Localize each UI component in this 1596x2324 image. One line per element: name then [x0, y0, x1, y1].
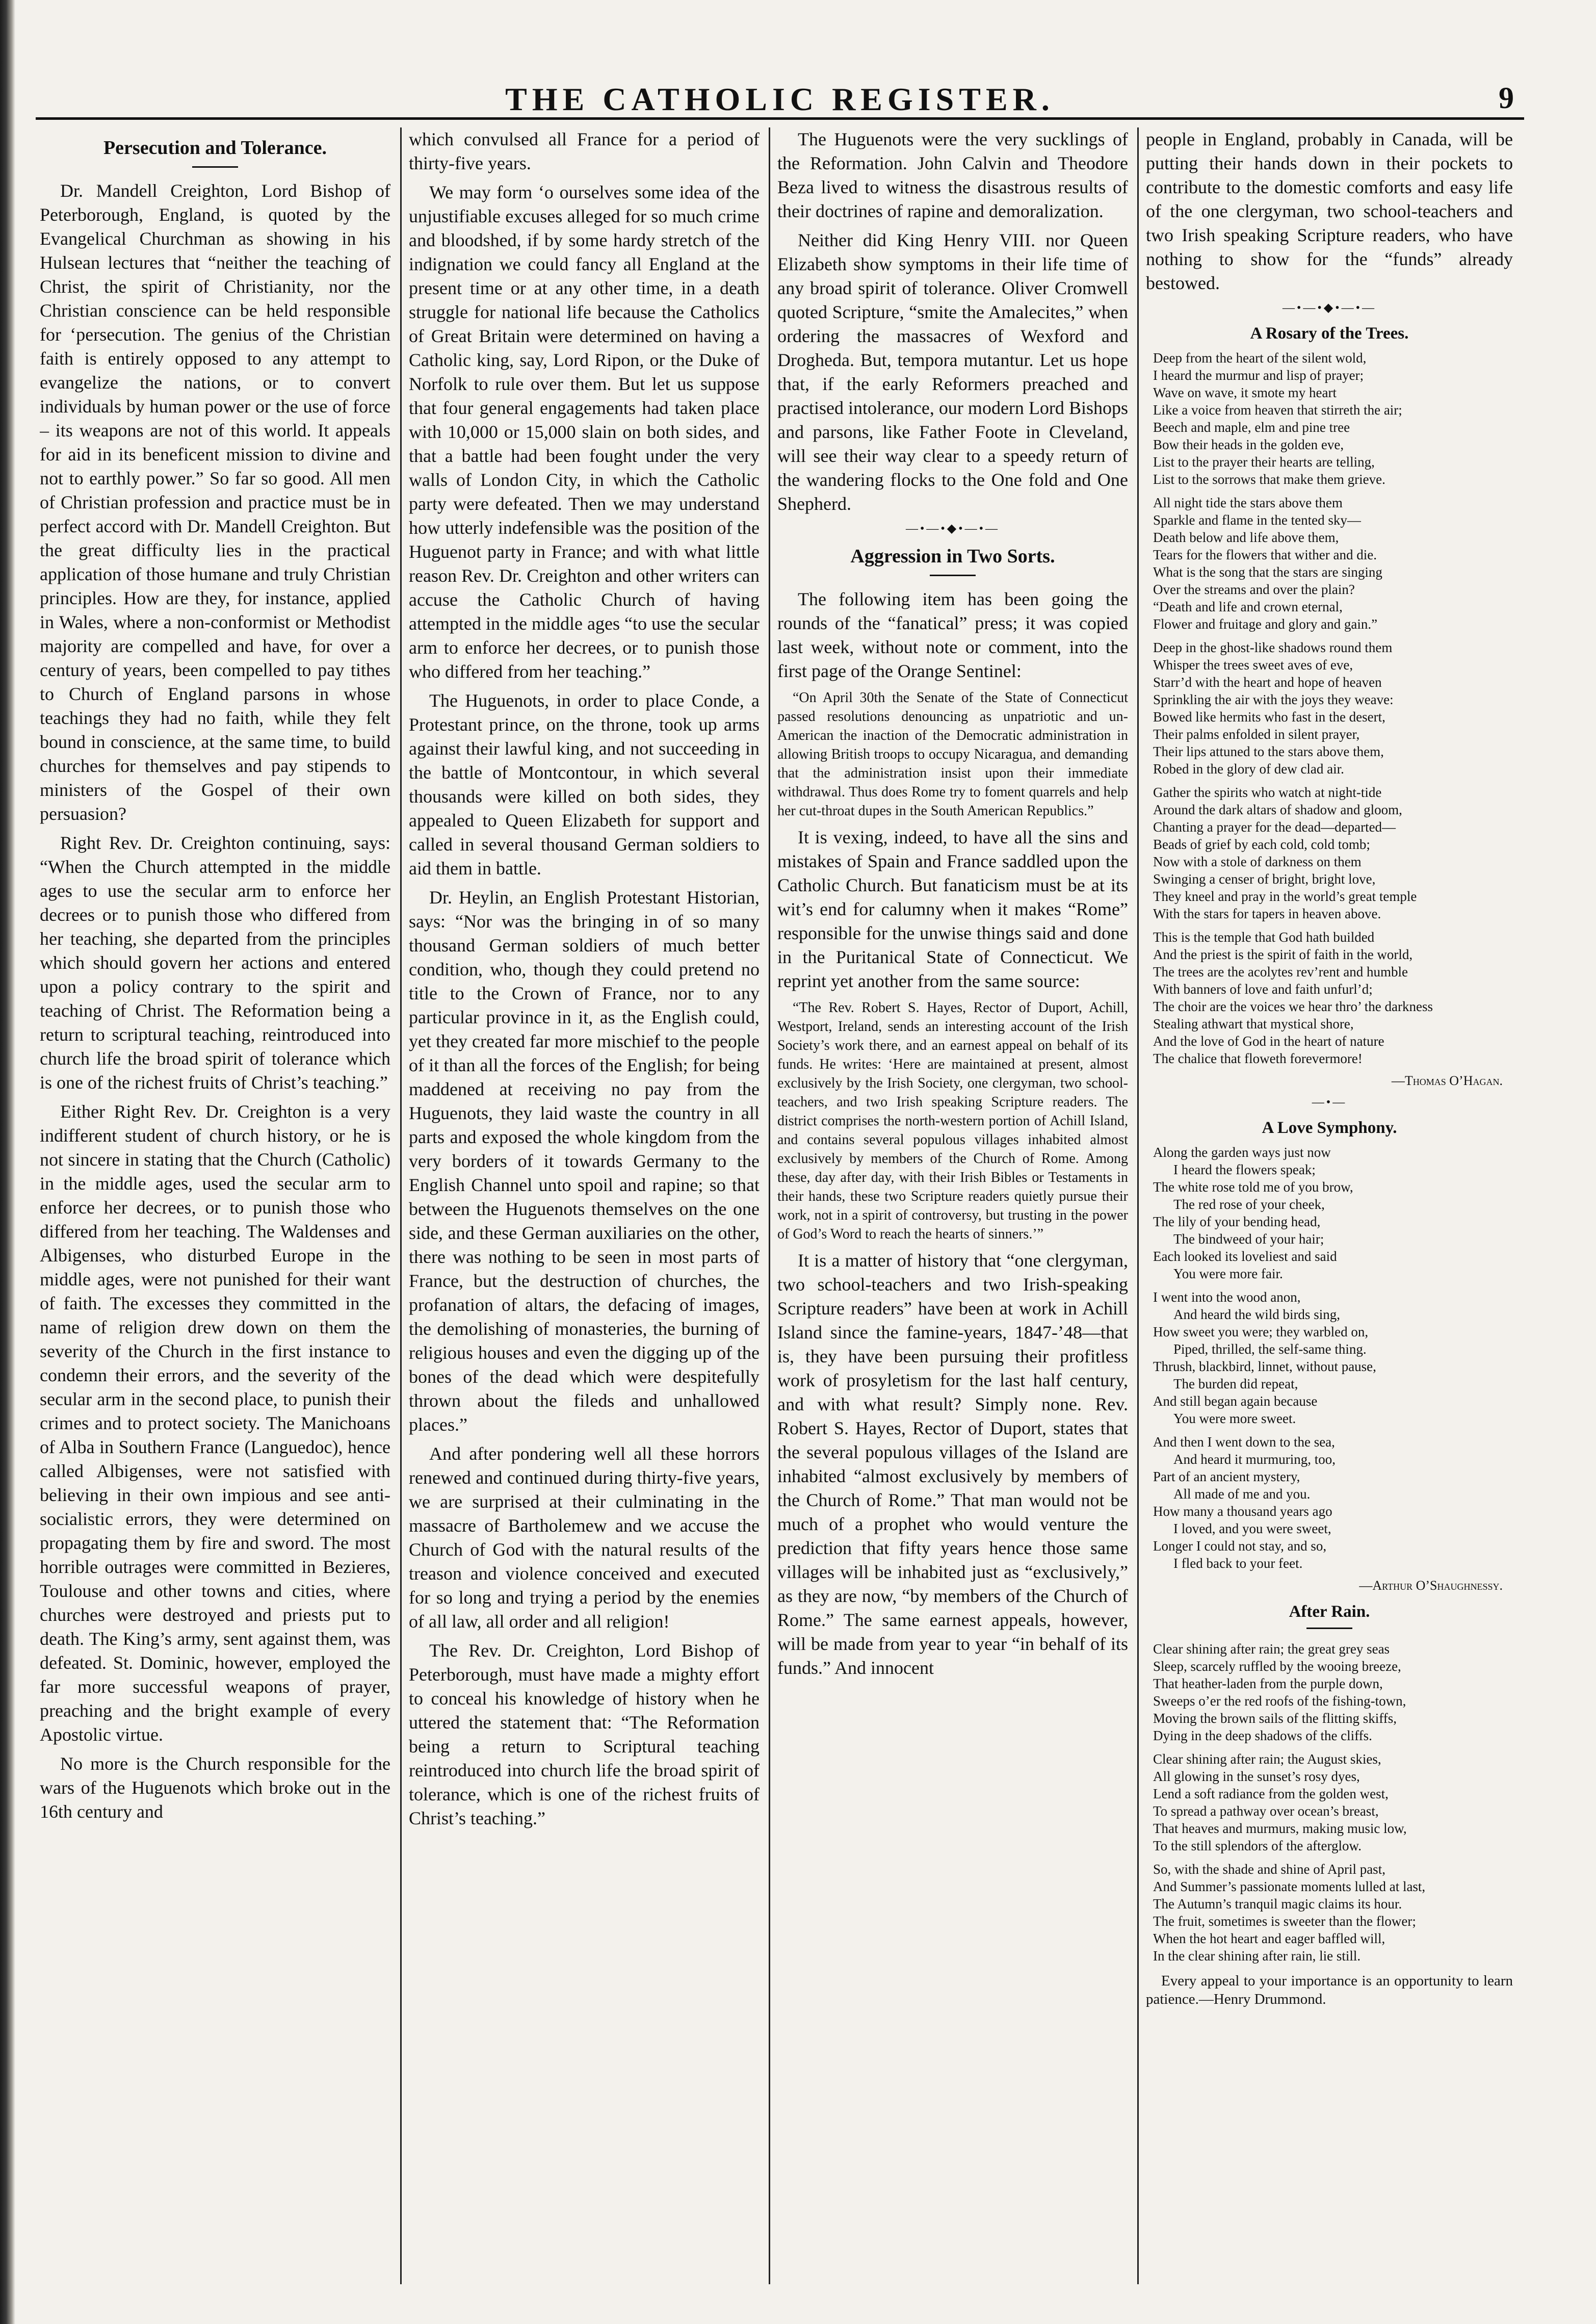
poem-line: All made of me and you. [1173, 1486, 1311, 1502]
poem-line: Clear shining after rain; the August skies, [1153, 1751, 1381, 1767]
poem-line: I fled back to your feet. [1173, 1556, 1303, 1571]
article-paragraph: It is a matter of history that “one clergyman, two school-teachers and two Irish-speaking Scripture readers” have been at work in Achill Island since the famine-years, 1847-’48—that is, they have been pursuing their profitless work of prosyletism for the last half century, and with what result? Simply none. Rev. Robert S. Hayes, Rector of Duport, states that the several populous villages of the Island are inhabited “almost exclusively by members of the Church of Rome.” That man would not be much of a prophet who would venture the prediction that fifty years hence those same villages will be inhabited just as “exclusively,” as they are now, “by members of the Church of Rome.” The same earnest appeals, however, will be made from year to year “in behalf of its funds.” And innocent [777, 1250, 1128, 1678]
article-paragraph: which convulsed all France for a period of thirty-five years. [409, 129, 760, 173]
article-paragraph: The Huguenots, in order to place Conde, a Protestant prince, on the throne, took up arms against their lawful king, and not succeeding in the battle of Montcontour, in which several thousands were killed on both sides, they appealed to Queen Elizabeth for support and called in several thousand German soldiers to aid them in battle. [409, 690, 760, 879]
poem-line: “Death and life and crown eternal, [1153, 599, 1343, 614]
poem-line: With the stars for tapers in heaven above. [1153, 906, 1381, 921]
poem-line: Longer I could not stay, and so, [1153, 1538, 1327, 1554]
poem-line: Deep in the ghost-like shadows round them [1153, 640, 1393, 655]
poem-line: Tears for the flowers that wither and die. [1153, 547, 1377, 562]
poem-line: With banners of love and faith unfurl’d; [1153, 982, 1373, 997]
poem-line: That heaves and murmurs, making music low, [1153, 1821, 1407, 1836]
poem-title: A Love Symphony. [1262, 1119, 1397, 1137]
poem-line: The bindweed of your hair; [1173, 1231, 1324, 1247]
poem-line: Sparkle and flame in the tented sky— [1153, 512, 1361, 528]
poem-stanza [1146, 1861, 1513, 1965]
poem-stanza [1146, 928, 1513, 1067]
poem-line: Flower and fruitage and glory and gain.” [1153, 616, 1378, 632]
poem-line: Death below and life above them, [1153, 530, 1339, 545]
poem-stanza [1146, 494, 1513, 633]
article-paragraph: Dr. Mandell Creighton, Lord Bishop of Peterborough, England, is quoted by the Evangelical Churchman as showing in his Hulsean lectures that “neither the teaching of Christ, the spirit of Christianity, nor the Christian conscience can be held responsible for ‘persecution. The genius of the Christian faith is entirely opposed to any attempt to evangelize the nations, or to convert individuals by human power or the use of force – its weapons are not of this world. It appeals for aid in its beneficent mission to divine and not to earthly power.” So far so good. All men of Christian profession and practice must be in perfect accord with Dr. Mandell Creighton. But the great difficulty lies in the practical application of those humane and truly Christian principles. How are they, for instance, applied in Wales, where a non-conformist or Methodist majority are compelled and have, for over a century of years, been compelled to pay tithes to Church of England parsons in whose teachings they had no faith, while they felt bound in conscience, at the same time, to build churches for themselves and pay stipends to ministers of the Gospel of their own persuasion? [40, 180, 390, 824]
column-3 [777, 127, 1128, 2300]
poem-stanza [1146, 639, 1513, 778]
poem-line: Now with a stole of darkness on them [1153, 854, 1362, 869]
poem-line: Sweeps o’er the red roofs of the fishing-town, [1153, 1693, 1406, 1709]
poem-line: Sprinkling the air with the joys they weave: [1153, 692, 1394, 707]
poem-line: All glowing in the sunset’s rosy dyes, [1153, 1769, 1360, 1784]
poem-stanza [1146, 349, 1513, 488]
poem-after-rain [1146, 1640, 1513, 1965]
poem-line: Thrush, blackbird, linnet, without pause, [1153, 1359, 1376, 1374]
poem-line: They kneel and pray in the world’s great temple [1153, 889, 1417, 904]
poem-line: Whisper the trees sweet aves of eve, [1153, 657, 1353, 673]
section-divider: —•—•◆•—•— [1282, 301, 1377, 315]
poem-line: Chanting a prayer for the dead—departed— [1153, 819, 1396, 835]
newspaper-title: THE CATHOLIC REGISTER. [505, 81, 1055, 117]
poem-line: Part of an ancient mystery, [1153, 1469, 1300, 1484]
poem-line: Starr’d with the heart and hope of heaven [1153, 675, 1382, 690]
article-paragraph: Dr. Heylin, an English Protestant Historian, says: “Nor was the bringing in of so many thousand German soldiers of much better condition, who, though they could pretend no title to the Crown of France, nor to any particular province in it, as the English could, yet they created far more mischief to the people of it than all the forces of the English; for being maddened at receiving no pay from the Huguenots, they laid waste the country in all parts and exposed the whole kingdom from the very borders of it towards Germany to the English Channel unto spoil and rapine; so that between the Huguenots themselves on the one side, and these German auxiliaries on the other, there was nothing to be seen in most parts of France, but the destruction of churches, the profanation of altars, the defacing of images, the demolishing of monasteries, the burning of religious houses and even the digging up of the bones of the dead which were despitefully thrown about the fileds and unhallowed places.” [409, 887, 760, 1435]
poem-line: The burden did repeat, [1173, 1376, 1298, 1391]
section-divider: —•—•◆•—•— [905, 522, 1000, 535]
page-binding-edge [0, 0, 15, 2324]
poem-line: I heard the flowers speak; [1173, 1162, 1316, 1177]
column-1 [40, 127, 390, 2300]
poem-line: Their lips attuned to the stars above them, [1153, 744, 1384, 759]
poem-line: I went into the wood anon, [1153, 1289, 1301, 1305]
poem-stanza [1146, 1288, 1513, 1427]
article-paragraph: Right Rev. Dr. Creighton continuing, says: “When the Church attempted in the middle ages to use the secular arm to enforce her decrees or to punish those who differed from her teaching, she departed from the principles which should govern her actions and entered upon a policy contrary to the spirit and teaching of Christ. The Reformation being a return to scriptural teaching, reintroduced into church life the broad spirit of tolerance which is one of the richest fruits of Christ’s teaching.” [40, 833, 390, 1093]
poem-line: You were more sweet. [1173, 1411, 1296, 1426]
poem-title: A Rosary of the Trees. [1250, 324, 1409, 343]
poem-line: Gather the spirits who watch at night-tide [1153, 785, 1382, 800]
poem-line: Their palms enfolded in silent prayer, [1153, 727, 1360, 742]
poem-line: To spread a pathway over ocean’s breast, [1153, 1803, 1379, 1819]
poem-line: And then I went down to the sea, [1153, 1434, 1335, 1450]
poem-line: The chalice that floweth forevermore! [1153, 1051, 1363, 1066]
poem-line: The choir are the voices we hear thro’ the darkness [1153, 999, 1433, 1014]
poem-line: List to the prayer their hearts are telling, [1153, 454, 1375, 470]
column-rule [400, 127, 402, 2284]
poem-line: And the priest is the spirit of faith in the world, [1153, 947, 1413, 962]
heading-rule [930, 575, 976, 576]
poem-line: You were more fair. [1173, 1266, 1283, 1281]
poem-stanza [1146, 784, 1513, 922]
column-rule [769, 127, 770, 2284]
poem-line: What is the song that the stars are singing [1153, 564, 1382, 580]
poem-line: Bow their heads in the golden eve, [1153, 437, 1344, 452]
poem-line: When the hot heart and eager baffled will, [1153, 1931, 1385, 1946]
poem-stanza [1146, 1640, 1513, 1744]
poem-line: Moving the brown sails of the flitting skiffs, [1153, 1711, 1397, 1726]
poem-line: The red rose of your cheek, [1173, 1197, 1325, 1212]
page-header [36, 76, 1524, 120]
poem-line: Clear shining after rain; the great grey seas [1153, 1641, 1390, 1657]
poem-line: Piped, thrilled, the self-same thing. [1173, 1341, 1367, 1357]
poem-line: And heard it murmuring, too, [1173, 1452, 1336, 1467]
poem-line: Dying in the deep shadows of the cliffs. [1153, 1728, 1372, 1743]
poem-title: After Rain. [1289, 1603, 1370, 1621]
poem-line: And heard the wild birds sing, [1173, 1307, 1340, 1322]
closing-quote: Every appeal to your importance is an opportunity to learn patience.—Henry Drummond. [1146, 1973, 1513, 2007]
article-paragraph: Neither did King Henry VIII. nor Queen Elizabeth show symptoms in their life time of any broad spirit of tolerance. Oliver Cromwell quoted Scripture, “smite the Amalecites,” when ordering the massacres of Wexford and Drogheda. But, tempora mutantur. Let us hope that, if the early Reformers preached and practised intolerance, our modern Lord Bishops and parsons, like Father Foote in Cleveland, will see their way clear to a speedy return of the wandering flocks to the One fold and One Shepherd. [777, 230, 1128, 514]
poem-line: Robed in the glory of dew clad air. [1153, 761, 1344, 777]
article-paragraph: It is vexing, indeed, to have all the sins and mistakes of Spain and France saddled upon the Catholic Church. But fanaticism must be at its wit’s end for calumny when it makes “Rome” responsible for the unwise things said and done in the Puritanical State of Connecticut. We reprint yet another from the same source: [777, 827, 1128, 991]
poem-line: Over the streams and over the plain? [1153, 582, 1355, 597]
poem-line: Sleep, scarcely ruffled by the wooing breeze, [1153, 1659, 1401, 1674]
poem-line: The lily of your bending head, [1153, 1214, 1321, 1229]
article-paragraph: No more is the Church responsible for the wars of the Huguenots which broke out in the 16th century and [40, 1753, 390, 1822]
page-number: 9 [1499, 81, 1514, 115]
poem-line: And the love of God in the heart of nature [1153, 1034, 1384, 1049]
poem-line: Around the dark altars of shadow and gloom, [1153, 802, 1402, 817]
section-divider: —•— [1312, 1096, 1347, 1109]
poem-line: To the still splendors of the afterglow. [1153, 1838, 1362, 1853]
poem-stanza [1146, 1750, 1513, 1854]
poem-line: Bowed like hermits who fast in the desert, [1153, 709, 1385, 725]
poem-line: The trees are the acolytes rev’rent and humble [1153, 964, 1408, 979]
poem-line: I loved, and you were sweet, [1173, 1521, 1331, 1536]
poem-line: Along the garden ways just now [1153, 1145, 1331, 1160]
poem-line: Stealing athwart that mystical shore, [1153, 1016, 1354, 1031]
poem-line: Swinging a censer of bright, bright love, [1153, 871, 1376, 887]
article-paragraph: We may form ‘o ourselves some idea of the unjustifiable excuses alleged for so much crime and bloodshed, if by some hardy stretch of the indignation we could fancy all England at the present time or at any other time, in a death struggle for national life because the Catholics of Great Britain were determined on having a Catholic king, say, Lord Ripon, or the Duke of Norfolk to rule over them. But let us suppose that four general engagements had taken place with 10,000 or 15,000 slain on both sides, and that a battle had been fought under the very walls of London City, in which the Catholic party were defeated. Then we may understand how utterly indefensible was the position of the Huguenot party in France; and with what little reason Rev. Dr. Creighton and other writers can accuse the Catholic Church of having attempted in the middle ages “to use the secular arm to enforce her decrees, or to punish those who differed from her teaching.” [409, 182, 760, 682]
poem-author: —Arthur O’Shaughnessy. [1359, 1578, 1503, 1593]
poem-line: List to the sorrows that make them grieve. [1153, 472, 1385, 487]
poem-line: How many a thousand years ago [1153, 1504, 1332, 1519]
column-rule [1137, 127, 1139, 2284]
poem-line: Beads of grief by each cold, cold tomb; [1153, 837, 1370, 852]
poem-line: So, with the shade and shine of April past, [1153, 1862, 1385, 1877]
poem-line: That heather-laden from the purple down, [1153, 1676, 1383, 1691]
poem-stanza [1146, 1433, 1513, 1572]
poem-line: I heard the murmur and lisp of prayer; [1153, 368, 1364, 383]
column-2 [409, 127, 760, 2300]
quoted-item: “On April 30th the Senate of the State of Connecticut passed resolutions denouncing as unpatriotic and un-American the inaction of the Democratic administration in allowing British troops to occupy Nicaragua, and demanding that the administration insist upon their immediate withdrawal. Thus does Rome try to foment quarrels and help her cut-throat dupes in the South American Republics.” [777, 690, 1128, 819]
poem-line: In the clear shining after rain, lie still. [1153, 1948, 1361, 1964]
poem-line: The fruit, sometimes is sweeter than the flower; [1153, 1914, 1416, 1929]
poem-line: Beech and maple, elm and pine tree [1153, 420, 1350, 435]
article-paragraph: people in England, probably in Canada, will be putting their hands down in their pockets to contribute to the domestic comforts and easy life of the one clergyman, two school-teachers and two Irish speaking Scripture readers, who have nothing to show for the “funds” already bestowed. [1146, 129, 1513, 293]
quoted-item: “The Rev. Robert S. Hayes, Rector of Duport, Achill, Westport, Ireland, sends an interesting account of the Irish Society’s work there, and an earnest appeal on behalf of its funds. He writes: ‘Here are maintained at present, almost exclusively by the Irish Society, one clergyman, two school-teachers, and two Irish speaking Scripture readers. The district comprises the north-western portion of Achill Island, and contains several populous villages inhabited almost exclusively by members of the Church of Rome. Among these, day after day, with their Irish Bibles or Testaments in their hands, these two Scripture readers quietly pursue their work, not in a spirit of controversy, but trusting in the power of God’s Word to reach the hearts of sinners.’” [777, 1000, 1128, 1242]
heading-rule [1306, 1628, 1352, 1629]
article-paragraph: The following item has been going the rounds of the “fanatical” press; it was copied last week, without note or comment, into the first page of the Orange Sentinel: [777, 589, 1128, 681]
poem-line: The white rose told me of you brow, [1153, 1179, 1353, 1195]
poem-line: Lend a soft radiance from the golden west, [1153, 1786, 1389, 1801]
poem-stanza [1146, 1144, 1513, 1282]
poem-line: Like a voice from heaven that stirreth the air; [1153, 402, 1402, 418]
poem-line: Each looked its loveliest and said [1153, 1249, 1337, 1264]
poem-line: This is the temple that God hath builded [1153, 929, 1375, 945]
article-heading-persecution: Persecution and Tolerance. [103, 137, 327, 159]
article-paragraph: The Rev. Dr. Creighton, Lord Bishop of Peterborough, must have made a mighty effort to conceal his knowledge of history when he uttered the statement that: “The Reformation being a return to Scriptural teaching reintroduced into church life the broad spirit of tolerance, which is one of the richest fruits of Christ’s teaching.” [409, 1640, 760, 1828]
poem-line: How sweet you were; they warbled on, [1153, 1324, 1369, 1339]
article-paragraph: The Huguenots were the very sucklings of the Reformation. John Calvin and Theodore Beza lived to witness the disastrous results of their doctrines of rapine and demoralization. [777, 129, 1128, 221]
poem-rosary-of-the-trees [1146, 349, 1513, 1067]
article-paragraph: Either Right Rev. Dr. Creighton is a very indifferent student of church history, or he is not sincere in stating that the Church (Catholic) in the middle ages, used the secular arm to enforce her decrees, or to punish those who differed from her teaching. The Waldenses and Albigenses, who disturbed Europe in the middle ages, were not punished for their want of faith. The excesses they committed in the name of religion drew down on them the severity of the Church in the first instance to condemn their errors, and the severity of the secular arm in the second place, to punish their crimes and to protect society. The Manichoans of Alba in Southern France (Languedoc), hence called Albigenses, were not satisfied with believing in their own impious and see anti-socialistic errors, they were determined on propagating them by fire and sword. The most horrible outrages were committed in Bezieres, Toulouse and other towns and cities, where churches were destroyed and priests put to death. The King’s army, sent against them, was defeated. St. Dominic, however, employed the far more successful weapons of prayer, preaching and the bright example of every Apostolic virtue. [40, 1101, 390, 1745]
poem-line: All night tide the stars above them [1153, 495, 1343, 510]
column-4 [1146, 127, 1513, 2300]
poem-line: And still began again because [1153, 1393, 1318, 1409]
poem-author: —Thomas O’Hagan. [1391, 1073, 1503, 1088]
poem-line: And Summer’s passionate moments lulled at last, [1153, 1879, 1426, 1894]
article-paragraph: And after pondering well all these horrors renewed and continued during thirty-five years, we are surprised at their culminating in the massacre of Bartholemew and we accuse the Church of God with the natural results of the treason and violence conceived and executed for so long and trying a period by the enemies of all law, all order and all religion! [409, 1443, 760, 1632]
article-heading-aggression: Aggression in Two Sorts. [850, 546, 1055, 567]
poem-line: The Autumn’s tranquil magic claims its hour. [1153, 1896, 1402, 1912]
poem-line: Wave on wave, it smote my heart [1153, 385, 1337, 400]
poem-love-symphony [1146, 1144, 1513, 1572]
poem-line: Deep from the heart of the silent wold, [1153, 350, 1367, 366]
heading-rule [192, 166, 238, 168]
